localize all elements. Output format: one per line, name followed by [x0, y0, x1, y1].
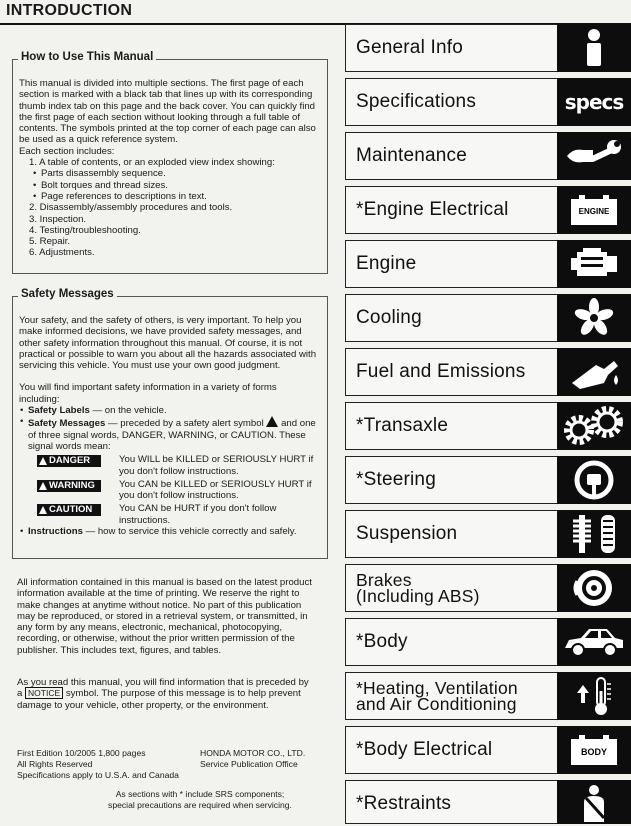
alert-triangle-icon — [39, 482, 47, 490]
tab-engine[interactable] — [345, 240, 631, 288]
list-item: 4. Testing/troubleshooting. — [29, 224, 141, 236]
tab-body-electrical[interactable] — [345, 726, 631, 774]
notice-text-after: symbol. The purpose of this message is to help prevent damage to your vehicle, other property, or the environment. — [17, 688, 301, 711]
tab-restraints[interactable] — [345, 780, 631, 824]
list-item: • Page references to descriptions in text. — [19, 191, 319, 202]
list-item: • Bolt torques and thread sizes. — [19, 180, 319, 191]
tab-label: *Body Electrical — [356, 739, 493, 760]
safety-labels-text: — on the vehicle. — [92, 405, 167, 417]
tab-label: Maintenance — [356, 145, 467, 166]
how-to-use-title: How to Use This Manual — [18, 52, 156, 63]
publisher-block — [200, 748, 305, 770]
tab-steering[interactable] — [345, 456, 631, 504]
list-item: 6. Adjustments. — [29, 247, 95, 259]
tab-label: General Info — [356, 37, 463, 58]
safety-messages-term: Safety Messages — [28, 418, 106, 430]
tab-hvac[interactable] — [345, 672, 631, 720]
section-contents-list — [19, 157, 319, 168]
tab-maintenance[interactable] — [345, 132, 631, 180]
srs-note: As sections with * include SRS components; special precautions are required when servicing. — [108, 789, 292, 810]
tab-label: Specifications — [356, 91, 477, 112]
tab-label: Suspension — [356, 523, 458, 544]
notice-badge: NOTICE — [25, 687, 63, 699]
notice-paragraph — [17, 677, 315, 711]
tab-transaxle[interactable] — [345, 402, 631, 450]
tab-engine-electrical[interactable] — [345, 186, 631, 234]
caution-text: You CAN be HURT if you don't follow instructions. — [119, 503, 277, 526]
list-item — [19, 416, 319, 526]
rights-text: All Rights Reserved — [17, 758, 93, 769]
fuel-nozzle-icon — [557, 348, 631, 396]
tab-label: *Body — [356, 631, 408, 652]
tab-label: *Heating, Ventilation and Air Conditioning — [356, 677, 518, 714]
danger-label: DANGER — [37, 455, 101, 467]
tab-label: Engine — [356, 253, 417, 274]
tab-fuel-emissions[interactable] — [345, 348, 631, 396]
section-contents-list-cont — [19, 202, 319, 258]
battery-body-icon: BODY — [557, 726, 631, 774]
tab-label: Brakes (Including ABS) — [356, 569, 480, 606]
caution-label: CAUTION — [37, 504, 101, 516]
steering-wheel-icon — [557, 456, 631, 504]
list-item: 5. Repair. — [29, 236, 71, 248]
how-to-intro: This manual is divided into multiple sections. The first page of each section is marked with a black tab that lines up with its corresponding thumb index tab on this page and the back cover. You can quickly find the first page of each section without looking through a full table of contents. The symbols printed at the top corner of each page can also be used as a quick reference system. — [19, 78, 316, 146]
tab-body[interactable] — [345, 618, 631, 666]
engine-icon — [557, 240, 631, 288]
battery-engine-icon: ENGINE — [557, 186, 631, 234]
list-item — [19, 526, 319, 537]
list-item: 2. Disassembly/assembly procedures and tools. — [29, 202, 233, 214]
brake-disc-icon — [557, 564, 631, 612]
safety-messages-text-a: — preceded by a safety alert symbol — [108, 418, 264, 430]
safety-para-2: You will find important safety information in a variety of forms including: — [19, 382, 277, 405]
spec-text: Specifications apply to U.S.A. and Canada — [17, 769, 179, 780]
how-to-includes: Each section includes: — [19, 145, 115, 157]
index-sublist — [19, 168, 319, 202]
shock-absorber-icon — [557, 510, 631, 558]
gears-icon — [557, 402, 631, 450]
signal-row-caution — [28, 503, 319, 526]
safety-messages-text-b: and one of three signal words, DANGER, WARNING, or CAUTION. These signal words mean: — [28, 418, 316, 452]
car-body-icon — [557, 618, 631, 666]
tab-suspension[interactable] — [345, 510, 631, 558]
fan-icon — [557, 294, 631, 342]
signal-row-danger — [28, 454, 319, 477]
alert-triangle-icon — [39, 457, 47, 465]
tab-general-info[interactable] — [345, 24, 631, 72]
tab-brakes[interactable] — [345, 564, 631, 612]
danger-text: You WILL be KILLED or SERIOUSLY HURT if you don't follow instructions. — [119, 454, 314, 477]
office-text: Service Publication Office — [200, 758, 298, 769]
tab-label: *Engine Electrical — [356, 199, 509, 220]
tab-label: *Restraints — [356, 793, 452, 814]
list-item: 3. Inspection. — [29, 213, 87, 225]
list-item: • Parts disassembly sequence. — [19, 168, 319, 179]
safety-para-1: Your safety, and the safety of others, is very important. To help you make informed decisions, we have provided safety messages, and other safety information throughout this manual. Of course, it is not practical or possible to warn you about all the hazards associated with servicing this vehicle. You must use your own good judgment. — [19, 315, 317, 372]
tab-label: *Steering — [356, 469, 436, 490]
instructions-text: — how to service this vehicle correctly and safely. — [85, 526, 297, 538]
specs-icon: specs — [557, 78, 631, 126]
safety-messages-box — [12, 288, 328, 559]
wrench-hand-icon — [557, 132, 631, 180]
warning-text: You CAN be KILLED or SERIOUSLY HURT if you don't follow instructions. — [119, 478, 312, 502]
safety-messages-title: Safety Messages — [18, 289, 117, 300]
safety-forms-list — [19, 405, 319, 537]
safety-labels-term: Safety Labels — [28, 405, 90, 417]
edition-block — [17, 748, 179, 780]
thermometer-icon — [557, 672, 631, 720]
page-title: INTRODUCTION — [6, 2, 133, 19]
info-icon — [557, 24, 631, 72]
tab-label: *Transaxle — [356, 415, 449, 436]
how-to-use-box — [12, 51, 328, 274]
warning-label: WARNING — [37, 480, 101, 492]
tab-label: Cooling — [356, 307, 422, 328]
company-text: HONDA MOTOR CO., LTD. — [200, 748, 306, 758]
tab-specifications[interactable] — [345, 78, 631, 126]
instructions-term: Instructions — [28, 526, 83, 538]
info-paragraph: All information contained in this manual is based on the latest product information available at the time of printing. We reserve the right to make changes at anytime without notice. No part of this publication may be reproduced, or stored in a retrieval system, or transmitted, in any form by any means, electronic, mechanical, photocopying, recording, or otherwise, without the prior written permission of the publisher. This includes text, figures, and tables. — [17, 577, 312, 656]
safety-alert-icon — [266, 416, 278, 427]
list-item: 1. A table of contents, or an exploded view index showing: — [29, 157, 275, 169]
seatbelt-icon — [557, 780, 631, 824]
tab-cooling[interactable] — [345, 294, 631, 342]
list-item — [19, 405, 319, 416]
tab-label: Fuel and Emissions — [356, 361, 526, 382]
notice-text-before: As you read this manual, you will find information that is preceded by a — [17, 677, 309, 700]
alert-triangle-icon — [39, 506, 47, 514]
edition-text: First Edition 10/2005 1,800 pages — [17, 748, 146, 758]
signal-row-warning — [28, 479, 319, 502]
